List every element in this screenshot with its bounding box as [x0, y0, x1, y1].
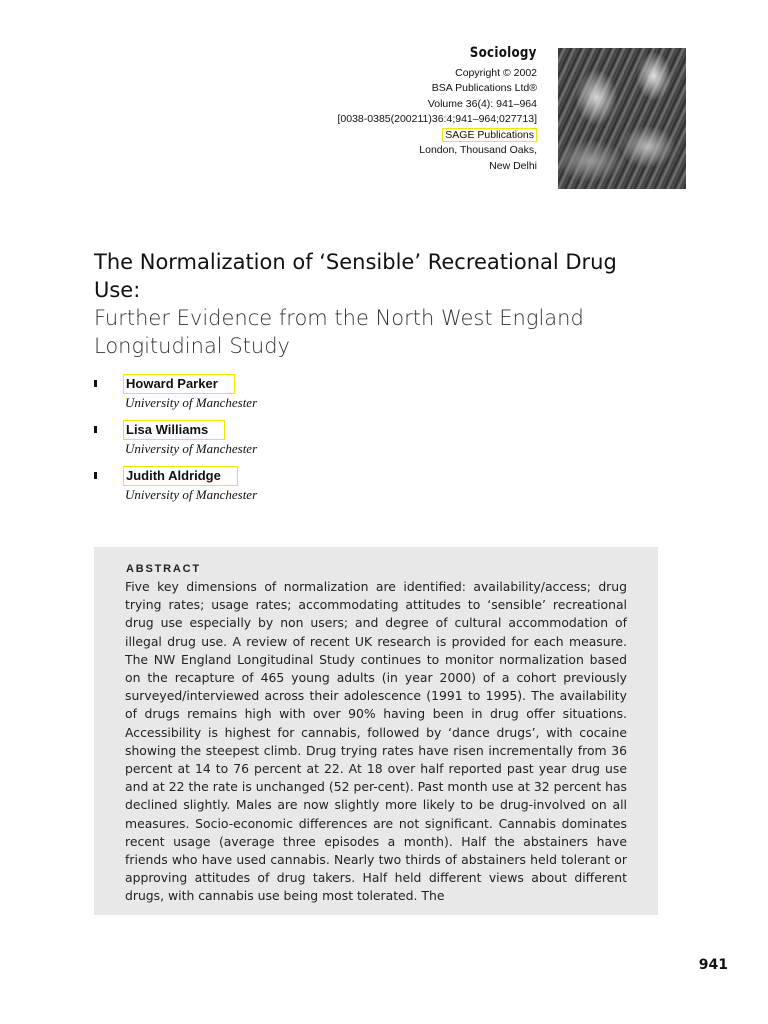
location-line-1: London, Thousand Oaks, [419, 144, 537, 156]
author-name-link[interactable]: Lisa Williams [123, 420, 225, 440]
author-affiliation: University of Manchester [125, 487, 258, 502]
copyright-line: Copyright © 2002 [455, 66, 537, 79]
abstract-text: Five key dimensions of normalization are identified: availability/access; drug trying rates; usage rates; accommodating attitudes to ‘sensible’ recreational drug use especially by non users; and degree of cultural accommodation of illegal drug use. A review of recent UK research is provided for each measure. The NW England Longitudinal Study continues to monitor normalization based on the recapture of 465 young adults (in year 2000) of a cohort previously surveyed/interviewed across their adolescence (1991 to 1995). The availability of drugs remains high with over 90% having been in drug offer situations. Accessibility is highest for cannabis, followed by ‘dance drugs’, with cocaine showing the steepest climb. Drug trying rates have risen incrementally from 36 percent at 14 to 76 percent at 22. At 18 over half reported past year drug use and at 22 the rate is unchanged (52 per-cent). Past month use at 32 percent has declined slightly. Males are now slightly more likely to be drug-involved on all measures. Socio-economic differences are not significant. Cannabis dominates recent usage (average three episodes a month). Half the abstainers have friends who have used cannabis. Nearly two thirds of abstainers held tolerant or approving attitudes of drug takers. Half held different views about different drugs, with cannabis use being most tolerated. The [125, 579, 627, 904]
article-title: The Normalization of ‘Sensible’ Recreational Drug Use: [94, 250, 617, 302]
journal-info [338, 46, 538, 174]
bullet-icon [94, 472, 97, 479]
volume-line: Volume 36(4): 941–964 [427, 97, 537, 110]
author-entry [94, 466, 494, 512]
bullet-icon [94, 380, 97, 387]
publisher-line: BSA Publications Ltd® [431, 82, 537, 94]
page-number: 941 [698, 957, 728, 973]
article-subtitle: Further Evidence from the North West England Longitudinal Study [94, 306, 584, 358]
journal-cover-image [558, 48, 686, 189]
journal-name: Sociology [470, 45, 537, 61]
bullet-icon [94, 426, 97, 433]
sage-publications-link[interactable]: SAGE Publications [442, 128, 537, 142]
author-list [94, 374, 494, 512]
author-entry [94, 420, 494, 466]
abstract-heading: ABSTRACT [126, 563, 201, 575]
location-line-2: New Delhi [489, 159, 537, 172]
author-name-link[interactable]: Judith Aldridge [123, 466, 238, 486]
issn-line: [0038-0385(200211)36:4;941–964;027713] [337, 113, 537, 125]
author-name-link[interactable]: Howard Parker [123, 374, 235, 394]
abstract-box [94, 547, 658, 915]
author-entry [94, 374, 494, 420]
author-affiliation: University of Manchester [125, 395, 258, 410]
author-affiliation: University of Manchester [125, 441, 258, 456]
